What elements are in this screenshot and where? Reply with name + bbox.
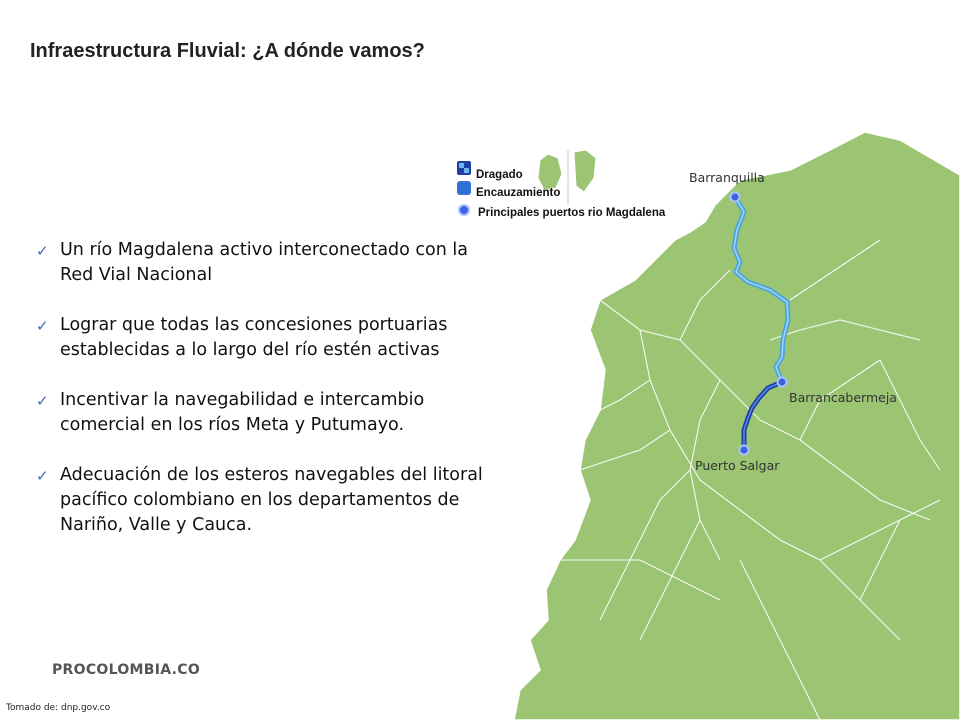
port-swatch-icon <box>456 202 472 218</box>
bullet-text: Un río Magdalena activo interconectado con la Red Vial Nacional <box>60 240 468 285</box>
legend-dredging-label: Dragado <box>476 169 523 181</box>
city-label-barrancabermeja: Barrancabermeja <box>789 390 897 405</box>
check-icon: ✓ <box>36 467 49 485</box>
bullet-item <box>36 388 496 438</box>
channeling-swatch-icon <box>456 180 472 196</box>
source-note: Tomado de: dnp.gov.co <box>6 703 111 713</box>
bullet-text: Adecuación de los esteros navegables del litoral pacífico colombiano en los departamentos de Nariño, Valle y Cauca. <box>60 465 483 535</box>
bullet-item <box>36 238 496 288</box>
bullet-item <box>36 463 496 538</box>
check-icon: ✓ <box>36 242 49 260</box>
map-legend <box>456 160 696 220</box>
legend-channeling-label: Encauzamiento <box>476 187 561 199</box>
port-puerto-salgar-marker <box>740 446 749 455</box>
city-label-puerto-salgar: Puerto Salgar <box>695 458 780 473</box>
city-label-barranquilla: Barranquilla <box>689 170 765 185</box>
bullet-text: Incentivar la navegabilidad e intercambio comercial en los ríos Meta y Putumayo. <box>60 390 425 435</box>
procolombia-logo: PROCOLOMBIA.CO <box>52 662 201 678</box>
dredging-swatch-icon <box>456 160 472 176</box>
check-icon: ✓ <box>36 317 49 335</box>
legend-ports-label: Principales puertos rio Magdalena <box>478 207 666 219</box>
mainland-shape <box>514 132 960 720</box>
slide-title: Infraestructura Fluvial: ¿A dónde vamos? <box>30 40 425 62</box>
bullet-text: Lograr que todas las concesiones portuarias establecidas a lo largo del río estén activas <box>60 315 448 360</box>
port-barrancabermeja-marker <box>778 378 787 387</box>
bullet-item <box>36 313 496 363</box>
check-icon: ✓ <box>36 392 49 410</box>
port-barranquilla-marker <box>731 193 740 202</box>
bullet-list <box>36 238 496 563</box>
